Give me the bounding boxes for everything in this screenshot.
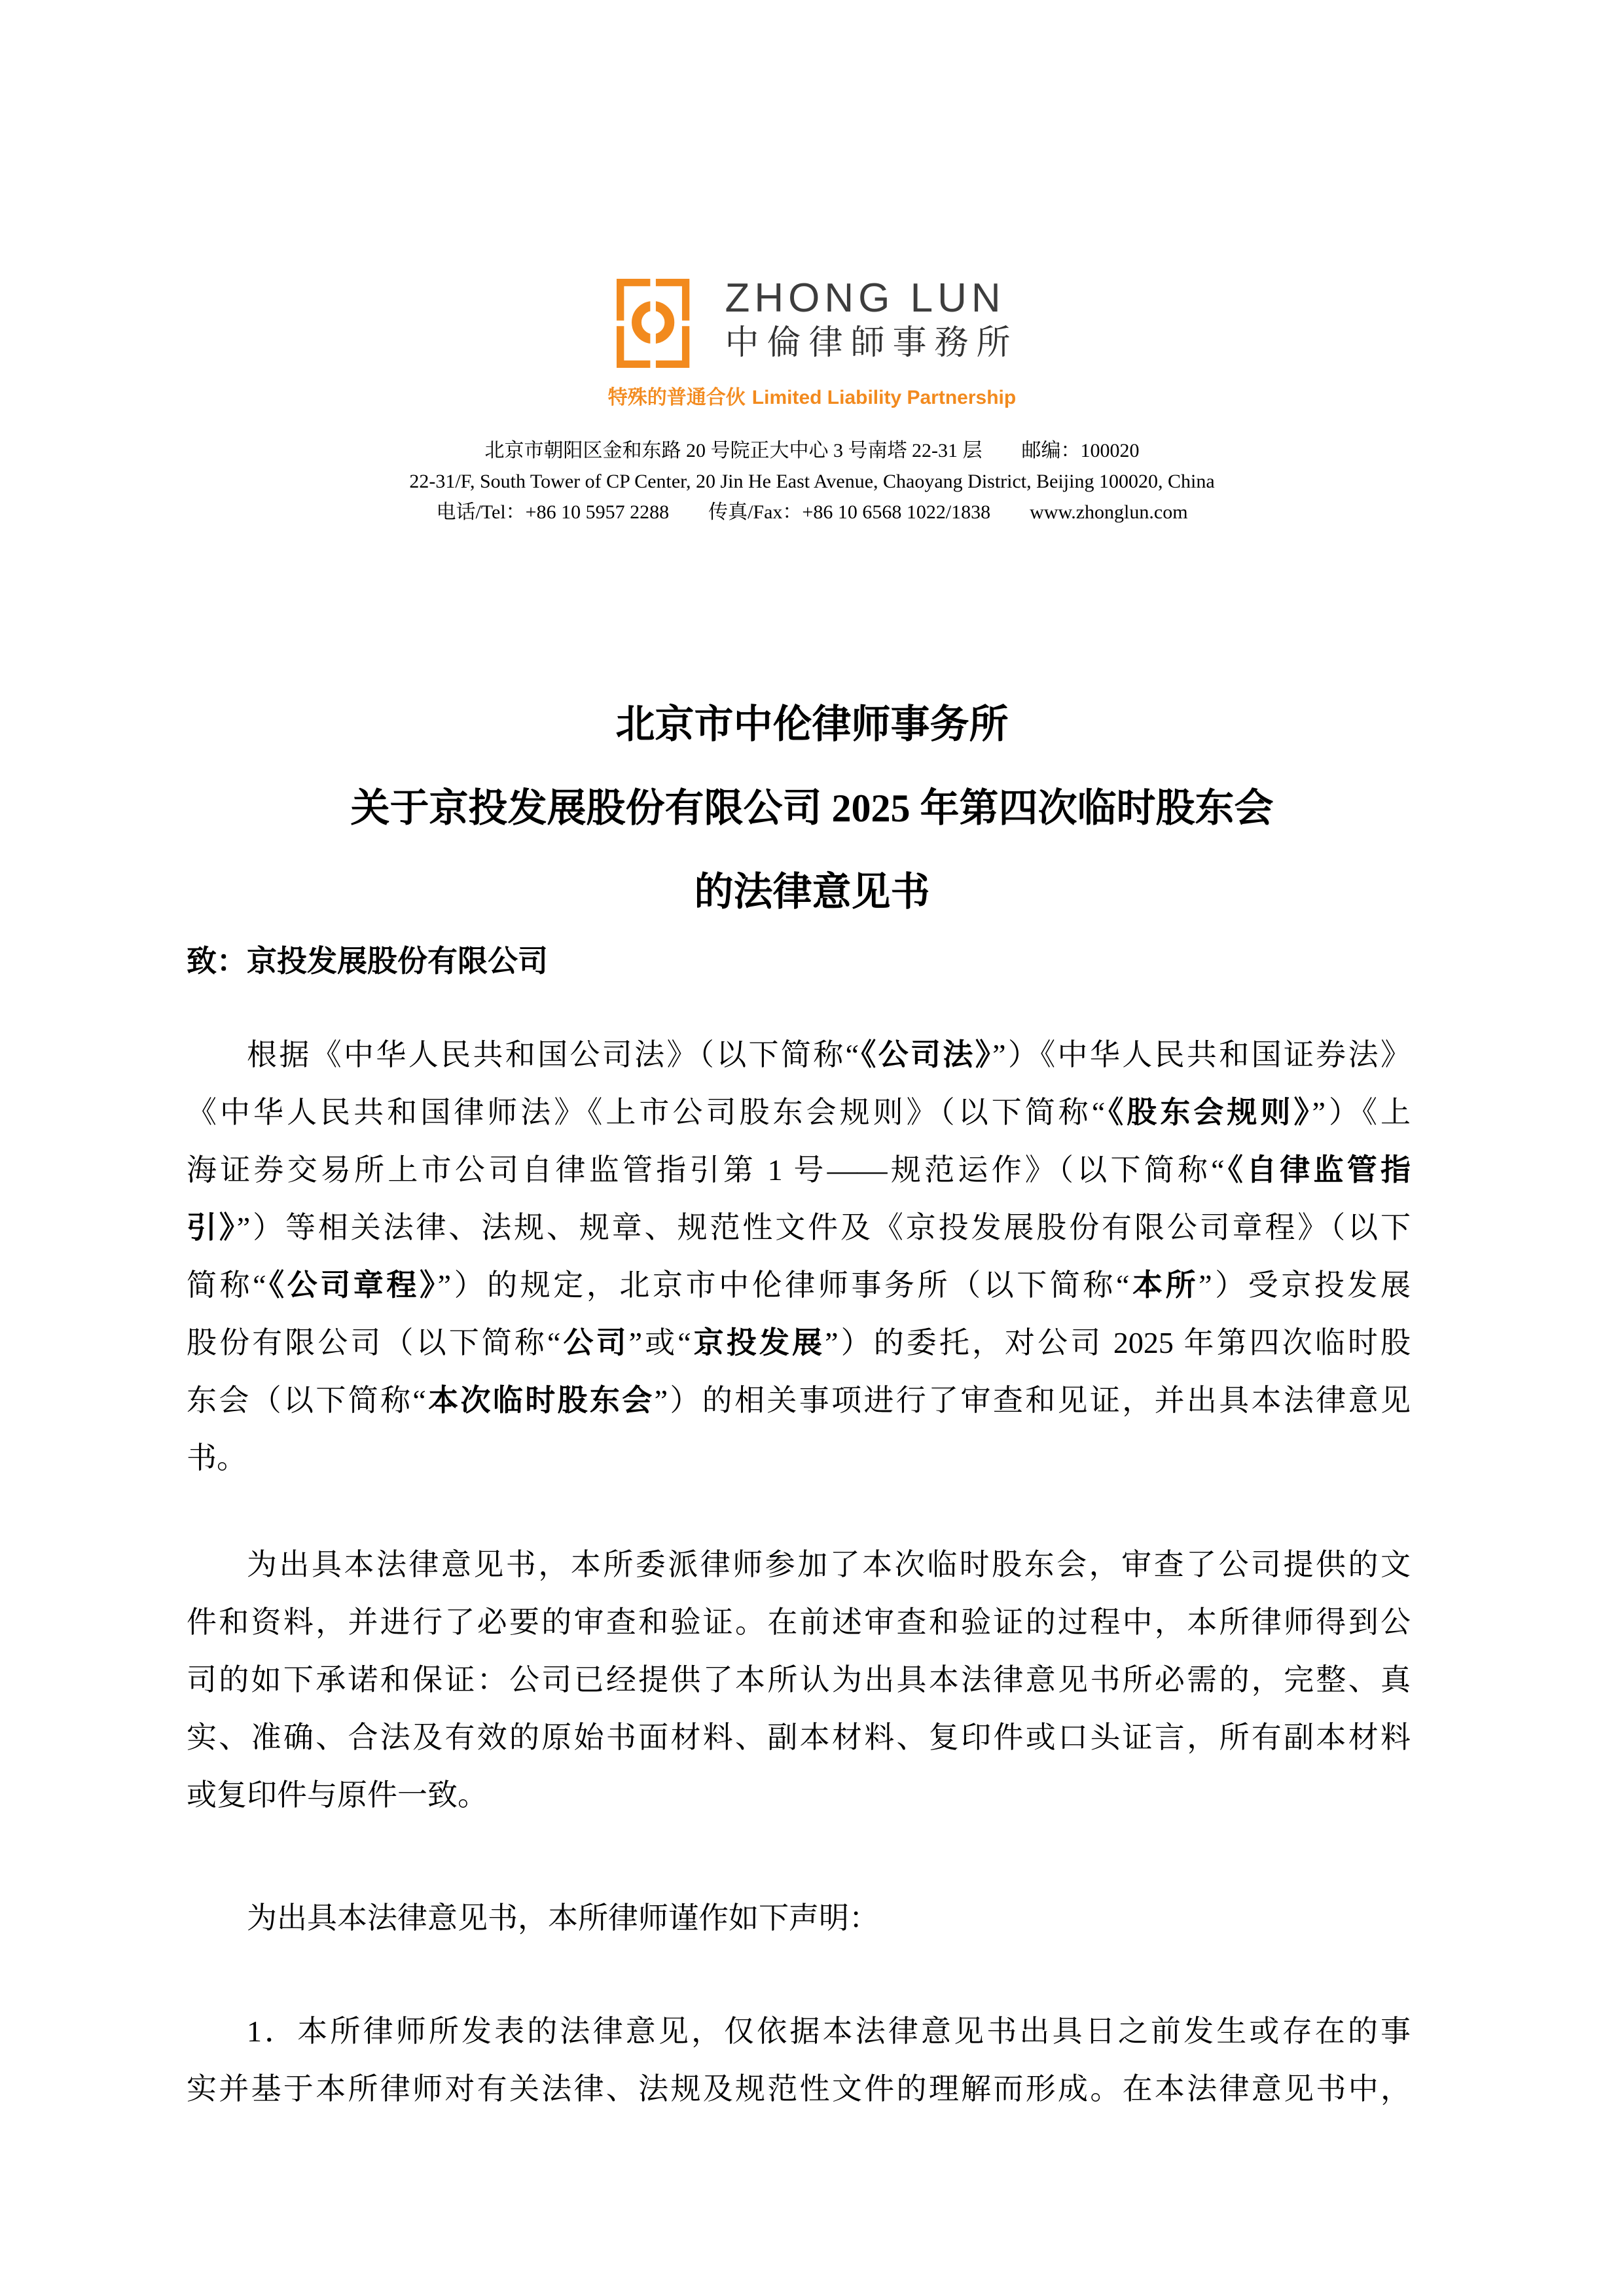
- text-line: [187, 1372, 1411, 1429]
- text-line: [187, 1141, 1411, 1199]
- logo-tagline: [0, 387, 1624, 409]
- text-line: [187, 2003, 1411, 2060]
- tagline-en: Limited Liability Partnership: [751, 387, 1017, 408]
- text-segment: 《自律监管指: [1224, 1153, 1411, 1187]
- text-segment: 实并基于本所律师对有关法律、法规及规范性文件的理解而形成。在本法律意见书中，: [187, 2072, 1411, 2106]
- text-segment: 《中华人民共和国律师法》《上市公司股东会规则》（以下简称“: [187, 1096, 1106, 1129]
- text-segment: 股份有限公司（以下简称“: [187, 1326, 561, 1359]
- text-segment: ”）《上: [1312, 1096, 1411, 1129]
- text-line: [187, 1199, 1411, 1257]
- text-segment: 引》: [187, 1211, 237, 1244]
- text-segment: 本所: [1129, 1268, 1199, 1302]
- text-segment: ”）的相关事项进行了审查和见证，并出具本法律意见: [654, 1384, 1411, 1417]
- text-segment: 公司: [560, 1326, 629, 1359]
- letterhead: [0, 270, 1624, 528]
- paragraph: [187, 1026, 1411, 1487]
- text-line: [187, 1257, 1411, 1314]
- text-segment: 为出具本法律意见书，本所委派律师参加了本次临时股东会，审查了公司提供的文: [247, 1548, 1411, 1581]
- text-segment: 件和资料，并进行了必要的审查和验证。在前述审查和验证的过程中，本所律师得到公: [187, 1605, 1411, 1639]
- text-line: [187, 1890, 1411, 1947]
- text-segment: ”或“: [628, 1326, 691, 1359]
- address-line-en: 22-31/F, South Tower of CP Center, 20 Jin He East Avenue, Chaoyang District, Beijing 100020, China: [409, 471, 1215, 492]
- text-segment: ”）受京投发展: [1199, 1268, 1411, 1302]
- text-segment: 东会（以下简称“: [187, 1384, 426, 1417]
- text-segment: 京投发展: [691, 1326, 825, 1359]
- law-firm-logo: [0, 270, 1624, 376]
- text-line: [187, 1709, 1411, 1767]
- paragraph: [187, 1536, 1411, 1824]
- text-segment: 海证券交易所上市公司自律监管指引第 1 号——规范运作》（以下简称“: [187, 1153, 1225, 1187]
- zhonglun-logo-icon: [605, 270, 701, 376]
- text-segment: 本次临时股东会: [425, 1384, 655, 1417]
- text-segment: 书。: [187, 1441, 247, 1475]
- text-line: [187, 1651, 1411, 1709]
- text-segment: 根据《中华人民共和国公司法》（以下简称“: [247, 1038, 859, 1071]
- text-segment: 司的如下承诺和保证：公司已经提供了本所认为出具本法律意见书所必需的，完整、真: [187, 1663, 1411, 1696]
- address-block: [0, 435, 1624, 528]
- text-line: [187, 1084, 1411, 1141]
- logo-gap-right: [677, 321, 702, 327]
- title-line-2: 关于京投发展股份有限公司 2025 年第四次临时股东会: [350, 787, 1274, 830]
- text-line: [187, 1026, 1411, 1084]
- salutation: 致：京投发展股份有限公司: [187, 944, 548, 978]
- text-segment: ”）《中华人民共和国证券法》: [992, 1038, 1411, 1071]
- logo-cjk-name: 中倫律師事務所: [725, 324, 1019, 362]
- title-line-1: 北京市中伦律师事务所: [615, 703, 1009, 746]
- address-line-cn: 北京市朝阳区金和东路 20 号院正大中心 3 号南塔 22-31 层 邮编：100020: [484, 440, 1140, 461]
- text-line: [187, 1536, 1411, 1594]
- text-line: [187, 1594, 1411, 1651]
- document-body: [187, 933, 1411, 2118]
- text-segment: 实、准确、合法及有效的原始书面材料、副本材料、复印件或口头证言，所有副本材料: [187, 1721, 1411, 1754]
- logo-wordmark: ZHONG LUN: [725, 276, 1005, 321]
- contact-line: 电话/Tel：+86 10 5957 2288 传真/Fax：+86 10 6568 1022/1838 www.zhonglun.com: [436, 501, 1188, 523]
- text-segment: 《公司章程》: [266, 1268, 438, 1302]
- text-segment: 或复印件与原件一致。: [187, 1778, 488, 1812]
- text-segment: ”）的规定，北京市中伦律师事务所（以下简称“: [437, 1268, 1130, 1302]
- text-segment: ”）的委托，对公司 2025 年第四次临时股: [825, 1326, 1411, 1359]
- document-title: [0, 683, 1624, 934]
- text-segment: 《公司法》: [859, 1038, 993, 1071]
- logo-gap-left: [605, 321, 630, 327]
- body-paragraphs: [187, 1026, 1411, 2118]
- logo-names: [725, 270, 1018, 362]
- paragraph: [187, 2003, 1411, 2118]
- text-segment: ”）等相关法律、法规、规章、规范性文件及《京投发展股份有限公司章程》（以下: [236, 1211, 1411, 1244]
- text-line: [187, 1767, 1411, 1824]
- text-line: [187, 1314, 1411, 1372]
- text-segment: 1．本所律师所发表的法律意见，仅依据本法律意见书出具日之前发生或存在的事: [247, 2015, 1411, 2048]
- tagline-cn: 特殊的普通合伙: [607, 387, 746, 408]
- text-segment: 简称“: [187, 1268, 266, 1302]
- paragraph: [187, 1890, 1411, 1947]
- text-line: [187, 2060, 1411, 2118]
- text-segment: 为出具本法律意见书，本所律师谨作如下声明：: [247, 1901, 879, 1935]
- text-line: [187, 1429, 1411, 1487]
- text-segment: 《股东会规则》: [1105, 1096, 1312, 1129]
- title-line-3: 的法律意见书: [694, 870, 930, 914]
- logo-gap-vertical: [651, 272, 657, 374]
